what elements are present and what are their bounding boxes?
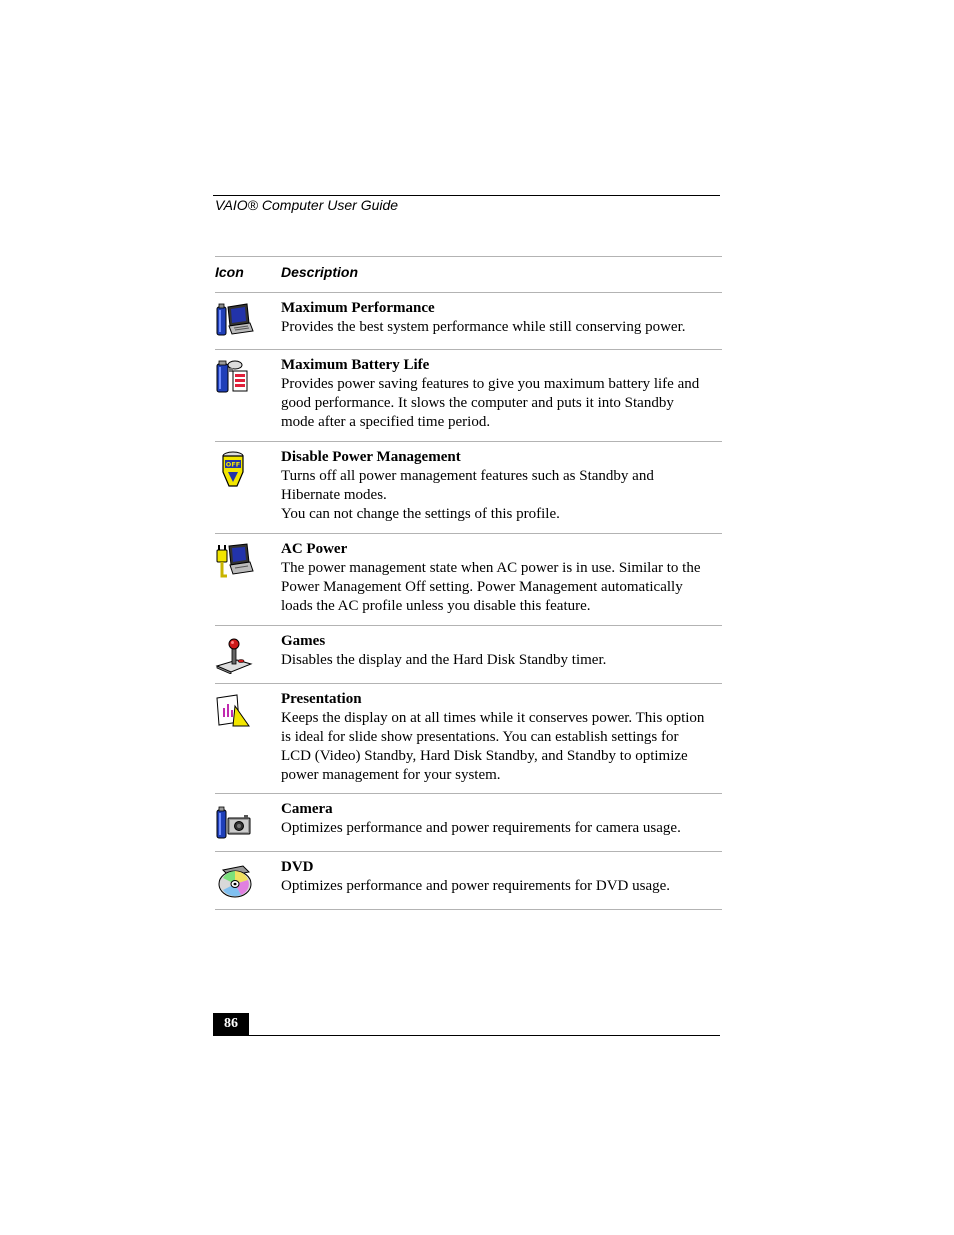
row-text: LCD (Video) Standby, Hard Disk Standby, and Standby to optimize (281, 748, 688, 764)
row-description (281, 540, 722, 616)
row-text: power management for your system. (281, 767, 501, 783)
power-profiles-table (215, 256, 722, 910)
row-title: Maximum Battery Life (281, 357, 430, 373)
row-text: Hibernate modes. (281, 487, 387, 503)
row-title: Maximum Performance (281, 300, 435, 316)
table-row (215, 442, 722, 534)
row-description (281, 632, 722, 670)
table-row (215, 684, 722, 794)
battery-life-icon (215, 358, 255, 398)
row-text: Optimizes performance and power requirements for camera usage. (281, 820, 681, 836)
joystick-icon (215, 634, 255, 674)
row-text: is ideal for slide show presentations. You can establish settings for (281, 729, 679, 745)
dvd-icon (215, 862, 255, 902)
column-header-icon: Icon (215, 264, 244, 280)
row-title: Games (281, 633, 326, 649)
row-text: loads the AC profile unless you disable this feature. (281, 598, 591, 614)
row-text: good performance. It slows the computer and puts it into Standby (281, 395, 674, 411)
header-rule (213, 195, 720, 196)
row-text: mode after a specified time period. (281, 414, 491, 430)
row-title: Presentation (281, 691, 362, 707)
row-text: The power management state when AC power is in use. Similar to the (281, 560, 701, 576)
row-text: Power Management Off setting. Power Management automatically (281, 579, 683, 595)
camera-icon (215, 804, 255, 844)
row-description (281, 299, 722, 337)
row-description (281, 356, 722, 432)
running-header: VAIO® Computer User Guide (215, 197, 399, 213)
row-title: Disable Power Management (281, 449, 461, 465)
table-row (215, 350, 722, 442)
row-text: Turns off all power management features such as Standby and (281, 468, 654, 484)
row-text: Disables the display and the Hard Disk Standby timer. (281, 652, 607, 668)
row-title: Camera (281, 801, 333, 817)
table-header (215, 257, 722, 293)
footer-rule (213, 1035, 720, 1036)
row-text: Optimizes performance and power requirements for DVD usage. (281, 878, 671, 894)
row-title: DVD (281, 859, 314, 875)
laptop-performance-icon (215, 301, 255, 341)
row-description (281, 690, 722, 785)
column-header-description: Description (281, 264, 359, 280)
table-row (215, 534, 722, 626)
svg-text:OFF: OFF (225, 460, 241, 469)
power-off-icon (215, 450, 255, 490)
row-text: You can not change the settings of this profile. (281, 506, 560, 522)
row-text: Provides power saving features to give you maximum battery life and (281, 376, 700, 392)
table-row (215, 852, 722, 910)
page-number: 86 (213, 1013, 249, 1036)
table-row (215, 794, 722, 852)
table-row (215, 626, 722, 684)
row-title: AC Power (281, 541, 348, 557)
row-description (281, 800, 722, 838)
row-description (281, 448, 722, 524)
row-description (281, 858, 722, 896)
ac-power-icon (215, 542, 255, 582)
row-text: Provides the best system performance while still conserving power. (281, 319, 686, 335)
row-text: Keeps the display on at all times while it conserves power. This option (281, 710, 705, 726)
presentation-icon (215, 692, 255, 732)
table-row (215, 293, 722, 350)
